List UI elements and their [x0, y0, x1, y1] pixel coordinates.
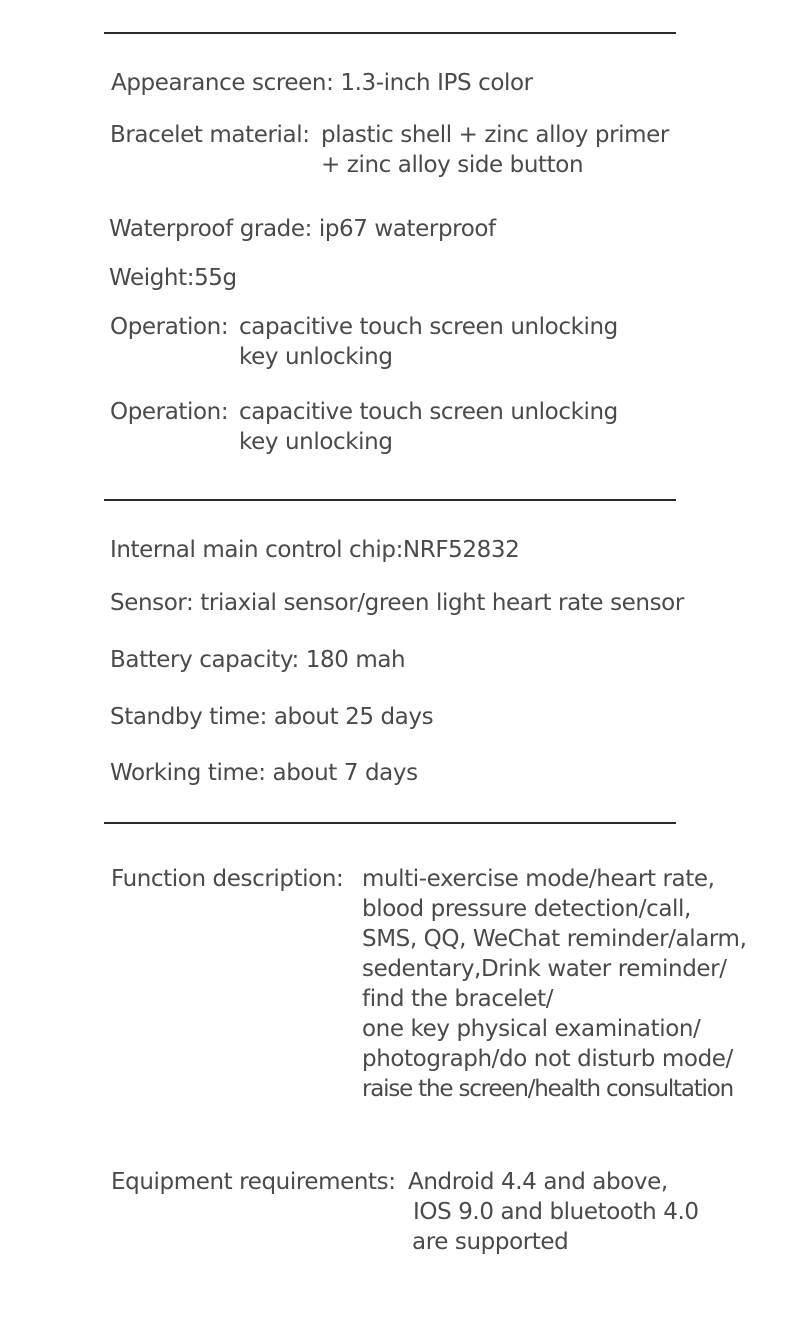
function-line: find the bracelet/: [362, 986, 554, 1012]
function-line: photograph/do not disturb mode/: [362, 1046, 733, 1072]
waterproof-spec: Waterproof grade: ip67 waterproof: [109, 216, 496, 242]
function-line: multi-exercise mode/heart rate,: [362, 866, 715, 892]
function-label: Function description:: [111, 866, 344, 892]
working-spec: Working time: about 7 days: [110, 760, 418, 786]
equipment-label: Equipment requirements:: [111, 1169, 396, 1195]
operation-value-line2: key unlocking: [239, 344, 393, 370]
battery-spec: Battery capacity: 180 mah: [110, 647, 406, 673]
function-line: SMS, QQ, WeChat reminder/alarm,: [362, 926, 747, 952]
divider-lower: [104, 822, 676, 824]
operation-value-line2: key unlocking: [239, 429, 393, 455]
chip-spec: Internal main control chip:NRF52832: [110, 537, 520, 563]
function-line: sedentary,Drink water reminder/: [362, 956, 727, 982]
operation-label: Operation:: [110, 314, 229, 340]
equipment-line: are supported: [412, 1229, 569, 1255]
standby-spec: Standby time: about 25 days: [110, 704, 434, 730]
appearance-spec: Appearance screen: 1.3-inch IPS color: [111, 70, 533, 96]
material-value-line1: plastic shell + zinc alloy primer: [321, 122, 669, 148]
equipment-line: IOS 9.0 and bluetooth 4.0: [413, 1199, 699, 1225]
operation-value-line1: capacitive touch screen unlocking: [239, 314, 618, 340]
function-line: one key physical examination/: [362, 1016, 701, 1042]
weight-spec: Weight:55g: [109, 265, 237, 291]
function-line: blood pressure detection/call,: [362, 896, 691, 922]
material-value-line2: + zinc alloy side button: [321, 152, 584, 178]
divider-top: [104, 32, 676, 34]
equipment-line: Android 4.4 and above,: [408, 1169, 668, 1195]
operation-value-line1: capacitive touch screen unlocking: [239, 399, 618, 425]
operation-label: Operation:: [110, 399, 229, 425]
function-line: raise the screen/health consultation: [362, 1076, 733, 1102]
material-label: Bracelet material:: [110, 122, 310, 148]
sensor-spec: Sensor: triaxial sensor/green light heart rate sensor: [110, 590, 684, 616]
divider-middle: [104, 499, 676, 501]
